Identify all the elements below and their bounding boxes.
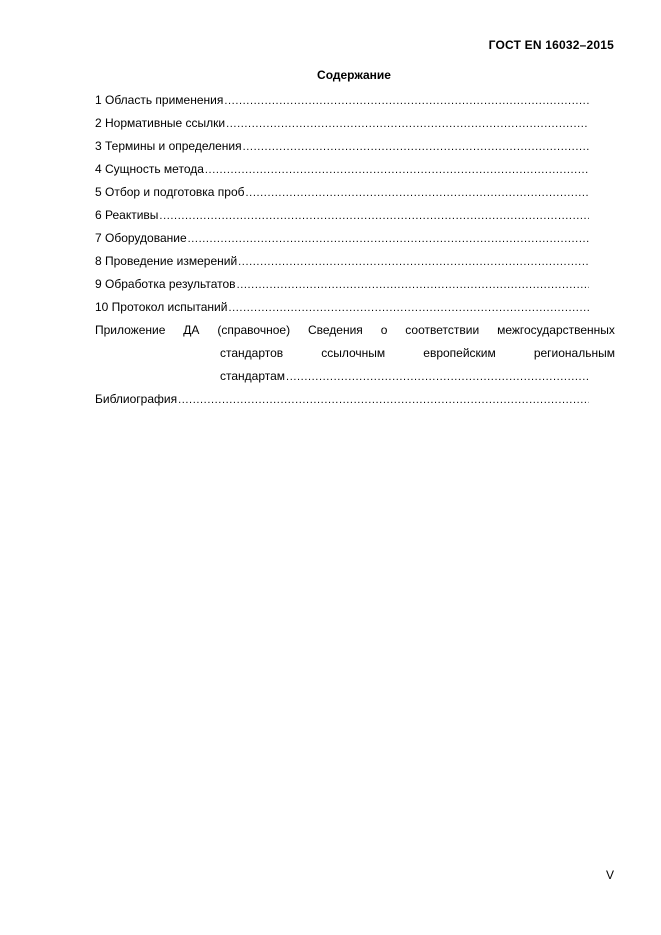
toc-title: Содержание [317, 68, 391, 82]
toc-entry-annex-da[interactable] [95, 319, 615, 388]
dot-leader [205, 159, 589, 181]
annex-word: европейским [423, 346, 496, 360]
dot-leader [243, 136, 589, 158]
annex-title-line-3 [220, 365, 589, 388]
page-number: V [606, 868, 615, 882]
toc-entry-label: 2 Нормативные ссылки [95, 116, 226, 130]
dot-leader [228, 297, 589, 319]
toc-entry-sampling[interactable] [95, 181, 589, 204]
dot-leader [286, 366, 589, 388]
toc-entry-reagents[interactable] [95, 204, 589, 227]
toc-entry-terms-definitions[interactable] [95, 135, 589, 158]
annex-word: межгосударственных [497, 323, 615, 337]
annex-title-line-1 [95, 319, 615, 342]
annex-word: о [380, 323, 388, 337]
dot-leader [178, 389, 589, 411]
annex-word: стандартов [220, 346, 284, 360]
toc-entry-label: 1 Область применения [95, 93, 224, 107]
table-of-contents [95, 89, 615, 411]
toc-entry-label: 3 Термины и определения [95, 139, 242, 153]
toc-entry-label: 8 Проведение измерений [95, 254, 238, 268]
annex-word: региональным [533, 346, 615, 360]
document-code: ГОСТ EN 16032–2015 [488, 38, 614, 52]
annex-word: Приложение [95, 323, 166, 337]
dot-leader [246, 182, 589, 204]
toc-entry-measurements[interactable] [95, 250, 589, 273]
toc-entry-bibliography[interactable] [95, 388, 589, 411]
annex-word: ссылочным [321, 346, 386, 360]
toc-entry-label: стандартам [220, 369, 286, 383]
toc-entry-label: 5 Отбор и подготовка проб [95, 185, 245, 199]
toc-entry-normative-references[interactable] [95, 112, 589, 135]
toc-entry-label: Библиография [95, 392, 178, 406]
toc-entry-method-principle[interactable] [95, 158, 589, 181]
toc-entry-label: 7 Оборудование [95, 231, 187, 245]
toc-entry-label: 9 Обработка результатов [95, 277, 236, 291]
toc-entry-scope[interactable] [95, 89, 589, 112]
dot-leader [188, 228, 589, 250]
dot-leader [226, 113, 589, 135]
annex-word: (справочное) [217, 323, 291, 337]
toc-entry-label: 4 Сущность метода [95, 162, 204, 176]
toc-entry-label: 6 Реактивы [95, 208, 159, 222]
toc-entry-equipment[interactable] [95, 227, 589, 250]
toc-entry-results-processing[interactable] [95, 273, 589, 296]
annex-word: соответствии [405, 323, 480, 337]
toc-entry-test-report[interactable] [95, 296, 589, 319]
dot-leader [224, 90, 589, 112]
dot-leader [237, 274, 589, 296]
annex-word: ДА [183, 323, 200, 337]
toc-entry-label: 10 Протокол испытаний [95, 300, 228, 314]
annex-title-line-2 [220, 342, 615, 365]
dot-leader [238, 251, 589, 273]
dot-leader [159, 205, 589, 227]
annex-word: Сведения [307, 323, 363, 337]
